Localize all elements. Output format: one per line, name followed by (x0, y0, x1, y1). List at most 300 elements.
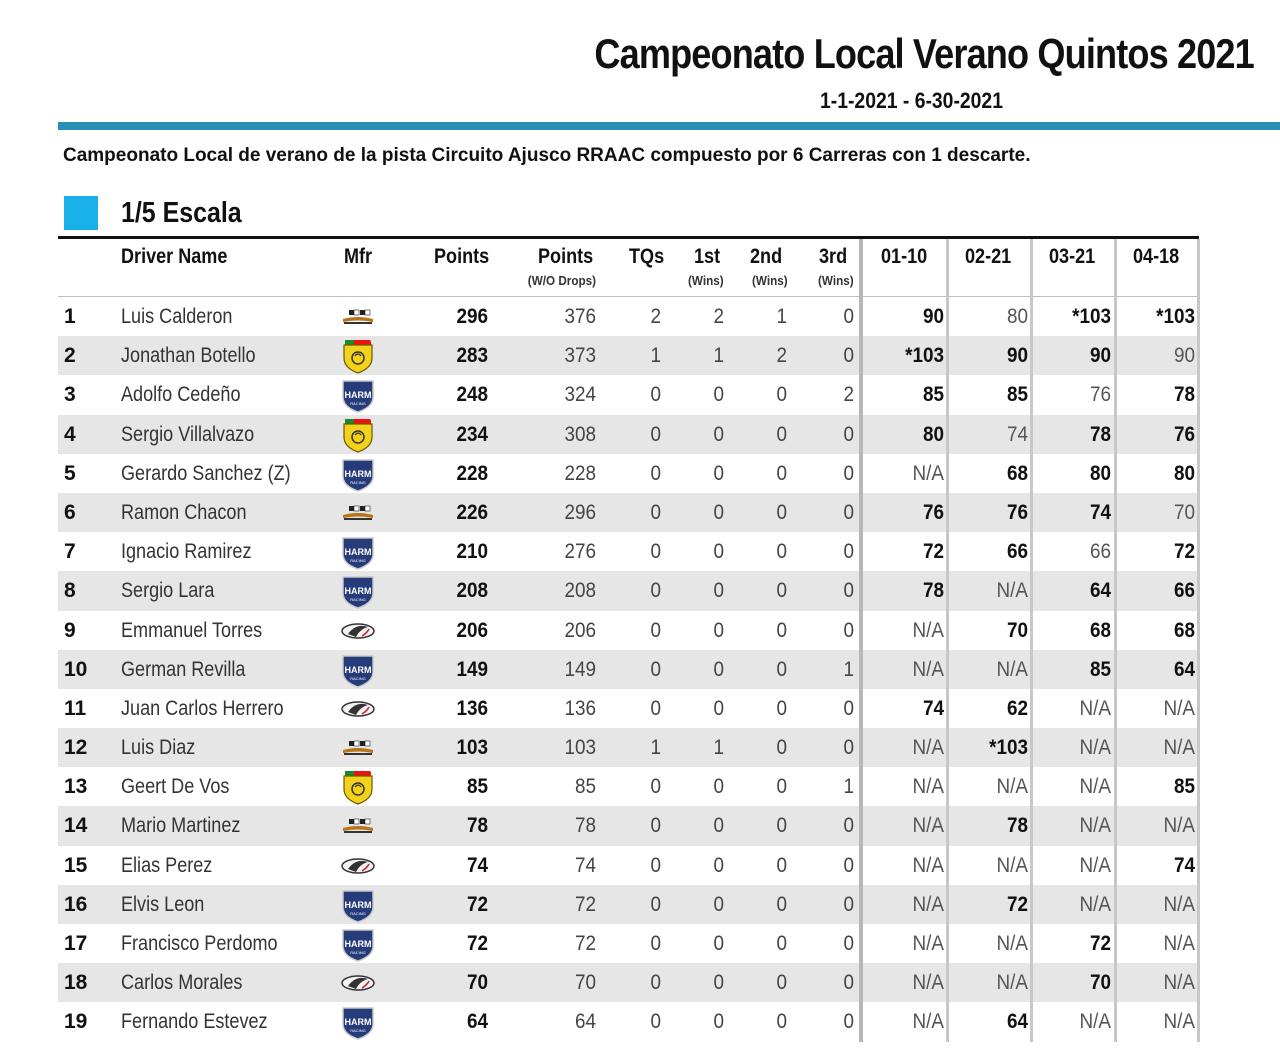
race-1-points: 72 (922, 540, 944, 564)
first-wins: 0 (713, 500, 724, 524)
first-wins: 0 (713, 540, 724, 564)
yellow-shield-icon (340, 769, 376, 805)
points: 149 (456, 657, 488, 681)
points: 72 (466, 932, 488, 955)
table-row (58, 1002, 1199, 1041)
column-divider (859, 239, 863, 1042)
race-2-points: 70 (1006, 618, 1028, 642)
points-without-drops: 72 (574, 932, 596, 955)
position: 3 (64, 383, 76, 407)
points-without-drops: 149 (564, 657, 596, 681)
race-3-points: 85 (1089, 657, 1111, 681)
table-row (58, 924, 1199, 963)
race-2-points: 66 (1006, 540, 1028, 564)
points: 72 (466, 892, 488, 916)
first-wins: 0 (713, 971, 724, 995)
table-row (58, 375, 1199, 414)
race-4-points: 76 (1173, 422, 1195, 446)
points-without-drops: 85 (574, 775, 596, 799)
race-2-points: N/A (996, 971, 1028, 995)
tqs: 1 (650, 344, 661, 368)
second-wins: 0 (776, 971, 787, 995)
race-3-points: N/A (1079, 775, 1111, 799)
harm-shield-icon (340, 652, 376, 688)
tqs: 0 (650, 1010, 661, 1034)
svg-text:HARM: HARM (344, 899, 372, 910)
position: 19 (64, 1010, 88, 1034)
table-row (58, 885, 1199, 924)
race-4-points: N/A (1163, 696, 1195, 720)
points: 210 (456, 540, 488, 564)
race-1-points: 80 (922, 422, 944, 446)
race-1-points: N/A (912, 618, 944, 642)
driver-name: Sergio Villalvazo (121, 422, 255, 446)
svg-text:RACING: RACING (350, 558, 366, 564)
second-wins: 0 (776, 1010, 787, 1034)
race-4-points: N/A (1163, 892, 1195, 916)
driver-name: Ignacio Ramirez (121, 540, 252, 564)
race-4-points: 74 (1173, 853, 1195, 877)
table-row (58, 846, 1199, 885)
harm-shield-icon (340, 887, 376, 923)
second-wins: 0 (776, 775, 787, 799)
driver-name: Mario Martinez (121, 814, 241, 838)
position: 12 (64, 736, 88, 760)
first-wins: 2 (713, 305, 724, 328)
column-divider (1114, 239, 1117, 1042)
svg-text:RACING: RACING (350, 950, 366, 955)
table-header (58, 239, 1199, 297)
points: 74 (466, 853, 488, 877)
tqs: 0 (650, 814, 661, 838)
race-2-points: 64 (1006, 1010, 1028, 1034)
harm-shield-icon (340, 377, 376, 413)
points: 228 (456, 461, 488, 485)
race-1-points: N/A (912, 814, 944, 838)
third-wins: 0 (843, 814, 854, 838)
points-without-drops: 103 (564, 736, 596, 760)
first-wins: 0 (713, 1010, 724, 1034)
race-3-points: *103 (1072, 305, 1111, 328)
race-3-points: 90 (1089, 344, 1111, 368)
second-wins: 0 (776, 461, 787, 485)
driver-name: German Revilla (121, 657, 246, 681)
position: 18 (64, 971, 88, 995)
race-1-points: N/A (912, 736, 944, 760)
first-wins: 0 (713, 932, 724, 955)
race-3-points: 74 (1089, 500, 1111, 524)
race-1-points: 78 (922, 579, 944, 603)
col-second-sub: (Wins) (751, 273, 788, 288)
tqs: 0 (650, 971, 661, 995)
second-wins: 0 (776, 422, 787, 446)
table-row (58, 767, 1199, 806)
points-without-drops: 376 (564, 305, 596, 328)
first-wins: 0 (713, 892, 724, 916)
first-wins: 0 (713, 579, 724, 603)
points-without-drops: 208 (564, 579, 596, 603)
race-3-points: 76 (1089, 383, 1111, 407)
position: 14 (64, 814, 88, 838)
tqs: 0 (650, 461, 661, 485)
second-wins: 0 (776, 736, 787, 760)
svg-text:RACING: RACING (350, 910, 366, 916)
tqs: 1 (650, 736, 661, 760)
checkered-icon (340, 495, 376, 531)
table-row (58, 806, 1199, 845)
race-3-points: 68 (1089, 618, 1111, 642)
points: 103 (456, 736, 488, 760)
points: 85 (466, 775, 488, 799)
svg-text:HARM: HARM (344, 468, 372, 479)
checkered-icon (340, 299, 376, 335)
position: 9 (64, 618, 76, 642)
points-without-drops: 70 (574, 971, 596, 995)
driver-name: Carlos Morales (121, 971, 243, 995)
harm-shield-icon (340, 1004, 376, 1040)
points: 70 (466, 971, 488, 995)
table-row (58, 611, 1199, 650)
yellow-shield-icon (340, 417, 376, 453)
tqs: 0 (650, 383, 661, 407)
tqs: 0 (650, 775, 661, 799)
race-1-points: N/A (912, 853, 944, 877)
second-wins: 0 (776, 618, 787, 642)
race-1-points: N/A (912, 892, 944, 916)
position: 10 (64, 657, 88, 681)
svg-text:RACING: RACING (350, 1028, 366, 1034)
race-4-points: 70 (1173, 500, 1195, 524)
third-wins: 0 (843, 461, 854, 485)
table-row (58, 415, 1199, 454)
table-row (58, 689, 1199, 728)
points-without-drops: 206 (564, 618, 596, 642)
driver-name: Emmanuel Torres (121, 618, 263, 642)
race-2-points: N/A (996, 853, 1028, 877)
class-color-marker (64, 196, 98, 230)
race-4-points: 78 (1173, 383, 1195, 407)
race-3-points: 66 (1089, 540, 1111, 564)
col-first: 1st (694, 245, 721, 268)
table-row (58, 336, 1199, 375)
first-wins: 1 (713, 344, 724, 368)
tqs: 0 (650, 932, 661, 955)
third-wins: 0 (843, 540, 854, 564)
points-without-drops: 276 (564, 540, 596, 564)
table-row (58, 571, 1199, 610)
first-wins: 0 (713, 775, 724, 799)
svg-text:HARM: HARM (344, 1017, 372, 1028)
checkered-icon (340, 730, 376, 766)
position: 7 (64, 540, 76, 564)
driver-name: Juan Carlos Herrero (121, 696, 284, 720)
svg-text:HARM: HARM (344, 586, 372, 597)
table-row (58, 650, 1199, 689)
points-without-drops: 228 (564, 461, 596, 485)
first-wins: 0 (713, 814, 724, 838)
race-2-points: 85 (1006, 383, 1028, 407)
points: 64 (466, 1010, 488, 1034)
driver-name: Gerardo Sanchez (Z) (121, 461, 291, 485)
race-3-points: N/A (1079, 696, 1111, 720)
third-wins: 0 (843, 736, 854, 760)
first-wins: 0 (713, 383, 724, 407)
tqs: 0 (650, 579, 661, 603)
race-2-points: 76 (1006, 500, 1028, 524)
race-4-points: 68 (1173, 618, 1195, 642)
position: 15 (64, 853, 88, 877)
third-wins: 1 (843, 657, 854, 681)
column-divider (1030, 239, 1033, 1042)
page-title: Campeonato Local Verano Quintos 2021 (594, 30, 1254, 77)
svg-text:RACING: RACING (350, 479, 366, 485)
race-2-points: 62 (1006, 696, 1028, 720)
race-2-points: 72 (1006, 892, 1028, 916)
driver-name: Sergio Lara (121, 579, 215, 603)
second-wins: 0 (776, 500, 787, 524)
driver-name: Elvis Leon (121, 892, 205, 916)
driver-name: Francisco Perdomo (121, 932, 278, 955)
tqs: 0 (650, 657, 661, 681)
race-3-points: 72 (1089, 932, 1111, 955)
table-row (58, 728, 1199, 767)
col-points: Points (434, 245, 490, 268)
race-3-points: 78 (1089, 422, 1111, 446)
second-wins: 0 (776, 579, 787, 603)
second-wins: 0 (776, 383, 787, 407)
standings-table-body (58, 297, 1199, 1042)
harm-shield-icon (340, 926, 376, 962)
position: 16 (64, 892, 88, 916)
race-2-points: N/A (996, 579, 1028, 603)
points-without-drops: 373 (564, 344, 596, 368)
race-4-points: N/A (1163, 1010, 1195, 1034)
second-wins: 0 (776, 657, 787, 681)
race-4-points: 80 (1173, 461, 1195, 485)
col-third-sub: (Wins) (817, 273, 854, 288)
third-wins: 2 (843, 383, 854, 407)
race-1-points: 90 (922, 305, 944, 328)
position: 2 (64, 344, 76, 368)
points: 283 (456, 344, 488, 368)
driver-name: Luis Diaz (121, 736, 196, 760)
header-divider (58, 122, 1280, 130)
race-4-points: 64 (1173, 657, 1195, 681)
position: 4 (64, 422, 76, 446)
race-1-points: 85 (922, 383, 944, 407)
col-mfr: Mfr (344, 245, 373, 268)
swirl-logo-icon (340, 613, 376, 649)
first-wins: 0 (713, 657, 724, 681)
harm-shield-icon (340, 456, 376, 492)
race-1-points: 76 (922, 500, 944, 524)
tqs: 0 (650, 500, 661, 524)
tqs: 2 (650, 305, 661, 328)
points-without-drops: 324 (564, 383, 596, 407)
race-2-points: N/A (996, 932, 1028, 955)
race-2-points: 68 (1006, 461, 1028, 485)
second-wins: 2 (776, 344, 787, 368)
column-divider (1197, 239, 1200, 1042)
table-row (58, 454, 1199, 493)
race-3-points: N/A (1079, 1010, 1111, 1034)
second-wins: 0 (776, 892, 787, 916)
points: 226 (456, 500, 488, 524)
column-divider (946, 239, 949, 1042)
third-wins: 0 (843, 500, 854, 524)
tqs: 0 (650, 853, 661, 877)
points-without-drops: 78 (574, 814, 596, 838)
col-tqs: TQs (629, 245, 665, 268)
race-4-points: *103 (1156, 305, 1195, 328)
driver-name: Ramon Chacon (121, 500, 247, 524)
col-first-sub: (Wins) (687, 273, 724, 288)
svg-text:HARM: HARM (344, 664, 372, 675)
date-range: 1-1-2021 - 6-30-2021 (820, 88, 1003, 113)
race-2-points: 74 (1006, 422, 1028, 446)
second-wins: 0 (776, 853, 787, 877)
tqs: 0 (650, 422, 661, 446)
col-third: 3rd (819, 245, 848, 268)
position: 11 (64, 696, 87, 720)
points-without-drops: 72 (574, 892, 596, 916)
tqs: 0 (650, 892, 661, 916)
second-wins: 0 (776, 540, 787, 564)
race-2-points: 78 (1006, 814, 1028, 838)
col-driver-name: Driver Name (121, 245, 228, 268)
second-wins: 1 (776, 305, 787, 328)
driver-name: Jonathan Botello (121, 344, 256, 368)
third-wins: 0 (843, 1010, 854, 1034)
race-3-points: N/A (1079, 892, 1111, 916)
harm-shield-icon (340, 573, 376, 609)
table-row (58, 297, 1199, 336)
position: 8 (64, 579, 76, 603)
harm-shield-icon (340, 534, 376, 570)
position: 1 (64, 305, 76, 328)
race-2-points: *103 (989, 736, 1028, 760)
third-wins: 0 (843, 696, 854, 720)
race-2-points: N/A (996, 657, 1028, 681)
race-4-points: 90 (1173, 344, 1195, 368)
svg-text:RACING: RACING (350, 597, 366, 603)
race-4-points: 85 (1173, 775, 1195, 799)
race-4-points: N/A (1163, 971, 1195, 995)
position: 5 (64, 461, 76, 485)
points: 136 (456, 696, 488, 720)
third-wins: 0 (843, 618, 854, 642)
race-4-points: N/A (1163, 736, 1195, 760)
third-wins: 1 (843, 775, 854, 799)
race-1-points: N/A (912, 971, 944, 995)
driver-name: Fernando Estevez (121, 1010, 268, 1034)
points: 296 (456, 305, 488, 328)
race-3-points: N/A (1079, 814, 1111, 838)
table-row (58, 532, 1199, 571)
second-wins: 0 (776, 932, 787, 955)
table-row (58, 963, 1199, 1002)
third-wins: 0 (843, 422, 854, 446)
svg-text:HARM: HARM (344, 547, 372, 558)
driver-name: Luis Calderon (121, 305, 233, 328)
driver-name: Adolfo Cedeño (121, 383, 241, 407)
race-4-points: 72 (1173, 540, 1195, 564)
points: 78 (466, 814, 488, 838)
points: 248 (456, 383, 488, 407)
checkered-icon (340, 808, 376, 844)
race-2-points: 90 (1006, 344, 1028, 368)
points-without-drops: 74 (574, 853, 596, 877)
points: 206 (456, 618, 488, 642)
col-race-2: 02-21 (965, 245, 1012, 268)
col-race-4: 04-18 (1133, 245, 1180, 268)
race-1-points: N/A (912, 657, 944, 681)
svg-text:HARM: HARM (344, 939, 372, 949)
third-wins: 0 (843, 932, 854, 955)
third-wins: 0 (843, 892, 854, 916)
col-race-3: 03-21 (1049, 245, 1096, 268)
points: 234 (456, 422, 488, 446)
swirl-logo-icon (340, 691, 376, 727)
race-3-points: 80 (1089, 461, 1111, 485)
position: 17 (64, 932, 88, 955)
race-2-points: 80 (1006, 305, 1028, 328)
race-1-points: N/A (912, 461, 944, 485)
swirl-logo-icon (340, 965, 376, 1001)
first-wins: 1 (713, 736, 724, 760)
third-wins: 0 (843, 853, 854, 877)
race-1-points: *103 (905, 344, 944, 368)
svg-text:HARM: HARM (344, 390, 372, 401)
race-1-points: 74 (922, 696, 944, 720)
driver-name: Elias Perez (121, 853, 213, 877)
points-without-drops: 308 (564, 422, 596, 446)
second-wins: 0 (776, 814, 787, 838)
swirl-logo-icon (340, 848, 376, 884)
race-3-points: 64 (1089, 579, 1111, 603)
second-wins: 0 (776, 696, 787, 720)
tqs: 0 (650, 618, 661, 642)
points-without-drops: 64 (574, 1010, 596, 1034)
first-wins: 0 (713, 461, 724, 485)
driver-name: Geert De Vos (121, 775, 230, 799)
col-points-wod: Points (538, 245, 594, 268)
race-1-points: N/A (912, 932, 944, 955)
points-without-drops: 136 (564, 696, 596, 720)
race-3-points: N/A (1079, 853, 1111, 877)
table-row (58, 493, 1199, 532)
svg-text:RACING: RACING (350, 401, 366, 407)
third-wins: 0 (843, 305, 854, 328)
col-points-wod-sub: (W/O Drops) (527, 273, 597, 288)
race-2-points: N/A (996, 775, 1028, 799)
race-4-points: N/A (1163, 932, 1195, 955)
race-4-points: 66 (1173, 579, 1195, 603)
first-wins: 0 (713, 618, 724, 642)
championship-description: Campeonato Local de verano de la pista Circuito Ajusco RRAAC compuesto por 6 Carreras con 1 descarte. (63, 145, 1031, 166)
race-1-points: N/A (912, 1010, 944, 1034)
first-wins: 0 (713, 853, 724, 877)
race-4-points: N/A (1163, 814, 1195, 838)
race-1-points: N/A (912, 775, 944, 799)
tqs: 0 (650, 540, 661, 564)
points-without-drops: 296 (564, 500, 596, 524)
col-race-1: 01-10 (881, 245, 928, 268)
race-3-points: N/A (1079, 736, 1111, 760)
third-wins: 0 (843, 971, 854, 995)
first-wins: 0 (713, 422, 724, 446)
svg-text:RACING: RACING (350, 675, 366, 681)
